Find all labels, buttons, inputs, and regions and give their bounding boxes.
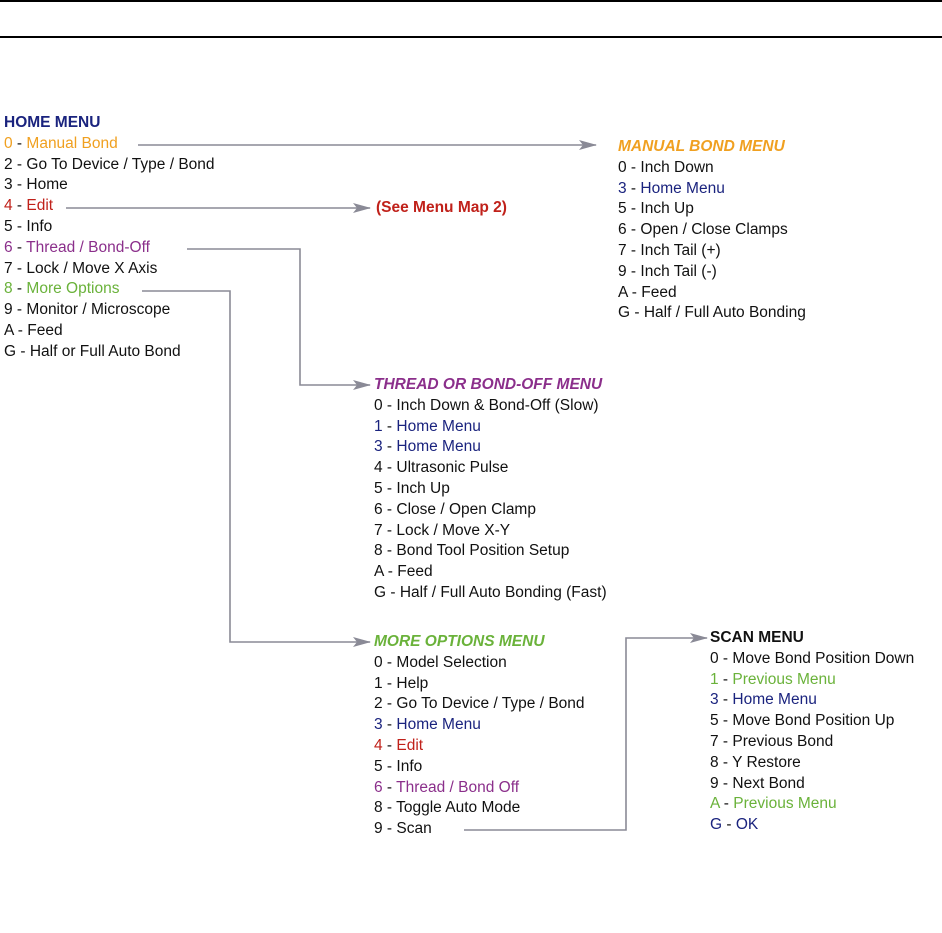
menu-item xyxy=(618,199,806,220)
menu-item-label: Move Bond Position Up xyxy=(732,712,895,730)
menu-item-key: 9 xyxy=(4,301,13,319)
menu-item-key: 2 xyxy=(374,695,383,713)
menu-item-separator: - xyxy=(382,757,397,775)
menu-item xyxy=(374,562,607,583)
see-menu-map-note: (See Menu Map 2) xyxy=(376,199,507,216)
menu-item-separator: - xyxy=(382,674,397,692)
menu-item xyxy=(4,155,215,176)
menu-item-label: Go To Device / Type / Bond xyxy=(26,155,215,173)
menu-item-label: Home Menu xyxy=(396,716,481,734)
menu-item-key: 4 xyxy=(374,736,383,754)
menu-item xyxy=(374,396,607,417)
menu-item-label: Previous Bond xyxy=(732,732,834,750)
menu-item-separator: - xyxy=(382,438,397,456)
menu-item-key: 2 xyxy=(4,155,13,173)
menu-item xyxy=(374,715,585,736)
menu-item-label: Inch Tail (-) xyxy=(640,262,717,280)
menu-item-label: Previous Menu xyxy=(733,795,837,813)
menu-item-key: 0 xyxy=(374,396,383,414)
menu-item-separator: - xyxy=(718,670,733,688)
menu-item-key: 0 xyxy=(374,653,383,671)
menu-item-key: 9 xyxy=(710,774,719,792)
menu-item xyxy=(710,774,914,795)
menu-item xyxy=(374,798,585,819)
menu-item-separator: - xyxy=(383,563,398,581)
menu-item-separator: - xyxy=(13,321,28,339)
more-options-menu xyxy=(374,632,585,840)
menu-item xyxy=(4,259,215,280)
menu-item xyxy=(618,158,806,179)
menu-item xyxy=(374,674,585,695)
menu-item-label: More Options xyxy=(26,280,120,298)
menu-item-label: Home Menu xyxy=(732,691,817,709)
menu-item xyxy=(710,649,914,670)
menu-item xyxy=(4,279,215,300)
scan-menu-title: SCAN MENU xyxy=(710,629,804,646)
menu-item xyxy=(4,321,215,342)
menu-item xyxy=(618,241,806,262)
menu-item-label: Next Bond xyxy=(732,774,805,792)
menu-item xyxy=(4,300,215,321)
menu-item-separator: - xyxy=(12,217,27,235)
menu-item-label: Half / Full Auto Bonding xyxy=(643,304,806,322)
menu-item xyxy=(374,778,585,799)
menu-item-label: Help xyxy=(396,674,429,692)
menu-item-separator: - xyxy=(626,262,641,280)
menu-item-separator: - xyxy=(718,649,733,667)
menu-item xyxy=(618,220,806,241)
manual-bond-menu xyxy=(618,137,806,324)
menu-item-key: 7 xyxy=(374,521,383,539)
menu-item-separator: - xyxy=(630,304,644,322)
menu-item-label: Edit xyxy=(26,197,54,215)
menu-item-label: OK xyxy=(735,816,759,834)
menu-item-label: Inch Tail (+) xyxy=(640,241,721,259)
menu-item-key: 4 xyxy=(374,459,383,477)
home-menu xyxy=(4,113,215,363)
menu-item-label: Inch Up xyxy=(396,479,450,497)
menu-item xyxy=(710,794,914,815)
menu-item-label: Feed xyxy=(641,283,677,301)
menu-item xyxy=(4,238,215,259)
menu-item-key: 3 xyxy=(374,716,383,734)
menu-item-label: Lock / Move X Axis xyxy=(26,259,158,277)
menu-item-separator: - xyxy=(12,238,27,256)
menu-item xyxy=(710,753,914,774)
menu-item-separator: - xyxy=(382,500,397,518)
menu-item xyxy=(4,196,215,217)
menu-item-label: Inch Down & Bond-Off (Slow) xyxy=(396,396,599,414)
menu-item-separator: - xyxy=(718,691,733,709)
menu-item-separator: - xyxy=(12,155,27,173)
menu-item-key: 6 xyxy=(618,221,627,239)
menu-item-separator: - xyxy=(718,732,733,750)
menu-item xyxy=(374,736,585,757)
menu-item-separator: - xyxy=(12,197,27,215)
menu-item-label: Home Menu xyxy=(396,438,481,456)
thread-menu xyxy=(374,375,607,604)
menu-item-key: 9 xyxy=(618,262,627,280)
menu-item-key: 5 xyxy=(710,712,719,730)
menu-item-label: Ultrasonic Pulse xyxy=(396,459,509,477)
more-options-menu-title: MORE OPTIONS MENU xyxy=(374,633,545,650)
menu-item-label: Info xyxy=(26,217,53,235)
menu-item-key: 6 xyxy=(374,778,383,796)
menu-item xyxy=(710,670,914,691)
menu-item-separator: - xyxy=(382,653,397,671)
menu-item xyxy=(4,342,215,363)
menu-item xyxy=(374,541,607,562)
menu-item-separator: - xyxy=(626,241,641,259)
menu-item-key: A xyxy=(710,795,720,813)
menu-item xyxy=(374,819,585,840)
menu-item-label: Move Bond Position Down xyxy=(732,649,915,667)
menu-item-separator: - xyxy=(626,179,641,197)
menu-item-label: Close / Open Clamp xyxy=(396,500,536,518)
menu-item xyxy=(374,757,585,778)
menu-item xyxy=(710,732,914,753)
menu-item-label: Home Menu xyxy=(640,179,725,197)
thread-menu-title: THREAD OR BOND-OFF MENU xyxy=(374,376,603,393)
menu-item-label: Bond Tool Position Setup xyxy=(396,542,570,560)
menu-item-key: A xyxy=(618,283,628,301)
menu-item-key: A xyxy=(4,321,14,339)
menu-item-separator: - xyxy=(718,753,733,771)
menu-item-separator: - xyxy=(12,134,27,152)
menu-item-separator: - xyxy=(382,778,397,796)
menu-item-key: 7 xyxy=(4,259,13,277)
menu-item-label: Half / Full Auto Bonding (Fast) xyxy=(399,583,607,601)
menu-item-label: Thread / Bond-Off xyxy=(26,238,150,256)
menu-item xyxy=(374,583,607,604)
menu-item-label: Manual Bond xyxy=(26,134,118,152)
menu-item-key: 0 xyxy=(710,649,719,667)
menu-item xyxy=(710,711,914,732)
menu-item-label: Toggle Auto Mode xyxy=(396,799,521,817)
menu-item xyxy=(374,437,607,458)
menu-item xyxy=(374,479,607,500)
menu-item-key: 1 xyxy=(374,417,383,435)
menu-item-key: 1 xyxy=(374,674,383,692)
menu-item-label: Open / Close Clamps xyxy=(640,221,788,239)
menu-item-key: 8 xyxy=(4,280,13,298)
menu-item-separator: - xyxy=(626,200,641,218)
manual-bond-menu-title: MANUAL BOND MENU xyxy=(618,138,785,155)
menu-item-key: 5 xyxy=(618,200,627,218)
menu-item-label: Half or Full Auto Bond xyxy=(29,342,181,360)
menu-item-separator: - xyxy=(12,280,27,298)
menu-item-label: Monitor / Microscope xyxy=(26,301,171,319)
menu-item-key: 5 xyxy=(374,479,383,497)
menu-item xyxy=(710,815,914,836)
menu-item-label: Inch Down xyxy=(640,158,714,176)
menu-item-label: Feed xyxy=(397,563,433,581)
menu-item-separator: - xyxy=(382,799,397,817)
menu-item xyxy=(374,653,585,674)
menu-item-key: 5 xyxy=(374,757,383,775)
menu-item xyxy=(374,694,585,715)
scan-menu xyxy=(710,628,914,836)
menu-item-key: 8 xyxy=(710,753,719,771)
menu-item-key: 0 xyxy=(4,134,13,152)
menu-item-separator: - xyxy=(382,521,397,539)
menu-item-separator: - xyxy=(16,342,30,360)
menu-item-separator: - xyxy=(12,176,27,194)
menu-item xyxy=(374,500,607,521)
menu-item-separator: - xyxy=(12,259,27,277)
menu-item-label: Model Selection xyxy=(396,653,507,671)
menu-item-label: Home xyxy=(26,176,68,194)
menu-item-key: 7 xyxy=(710,732,719,750)
menu-item xyxy=(618,283,806,304)
menu-item-separator: - xyxy=(382,417,397,435)
menu-item-key: 9 xyxy=(374,820,383,838)
menu-item-key: 3 xyxy=(618,179,627,197)
menu-item-separator: - xyxy=(386,583,400,601)
menu-item xyxy=(374,417,607,438)
menu-item-separator: - xyxy=(382,396,397,414)
menu-item-separator: - xyxy=(382,820,397,838)
menu-item-key: 0 xyxy=(618,158,627,176)
menu-item-separator: - xyxy=(382,479,397,497)
menu-item xyxy=(4,217,215,238)
menu-item-separator: - xyxy=(382,716,397,734)
menu-item-key: G xyxy=(618,304,631,322)
menu-item-key: 4 xyxy=(4,197,13,215)
menu-item-key: 5 xyxy=(4,217,13,235)
home-menu-title: HOME MENU xyxy=(4,114,101,131)
menu-item-label: Inch Up xyxy=(640,200,694,218)
menu-item-separator: - xyxy=(627,283,642,301)
menu-item-key: 8 xyxy=(374,542,383,560)
menu-item xyxy=(374,521,607,542)
menu-item-key: 6 xyxy=(4,238,13,256)
menu-item-key: 8 xyxy=(374,799,383,817)
menu-item-key: G xyxy=(4,342,17,360)
menu-item-key: 3 xyxy=(4,176,13,194)
menu-item-separator: - xyxy=(718,774,733,792)
menu-item-separator: - xyxy=(626,221,641,239)
menu-item-separator: - xyxy=(382,736,397,754)
menu-item-key: 3 xyxy=(710,691,719,709)
menu-item-label: Info xyxy=(396,757,423,775)
menu-item-label: Go To Device / Type / Bond xyxy=(396,695,585,713)
menu-item-separator: - xyxy=(718,712,733,730)
menu-item-separator: - xyxy=(12,301,27,319)
menu-item-label: Y Restore xyxy=(732,753,801,771)
menu-item xyxy=(710,690,914,711)
menu-item-key: G xyxy=(710,816,723,834)
menu-item-key: 6 xyxy=(374,500,383,518)
menu-item-separator: - xyxy=(722,816,736,834)
menu-item xyxy=(618,179,806,200)
menu-item xyxy=(618,262,806,283)
menu-item-label: Previous Menu xyxy=(732,670,836,688)
menu-item-separator: - xyxy=(382,542,397,560)
menu-item xyxy=(4,134,215,155)
menu-item-key: A xyxy=(374,563,384,581)
menu-item-label: Edit xyxy=(396,736,424,754)
menu-item-separator: - xyxy=(626,158,641,176)
menu-item xyxy=(618,303,806,324)
menu-item-key: 3 xyxy=(374,438,383,456)
menu-item-label: Lock / Move X-Y xyxy=(396,521,511,539)
menu-item-label: Thread / Bond Off xyxy=(396,778,520,796)
menu-item xyxy=(4,175,215,196)
menu-item-label: Scan xyxy=(396,820,432,838)
menu-item-key: G xyxy=(374,583,387,601)
menu-item xyxy=(374,458,607,479)
menu-item-separator: - xyxy=(382,695,397,713)
menu-item-label: Feed xyxy=(27,321,63,339)
menu-item-separator: - xyxy=(382,459,397,477)
menu-item-label: Home Menu xyxy=(396,417,481,435)
menu-item-key: 7 xyxy=(618,241,627,259)
menu-item-key: 1 xyxy=(710,670,719,688)
menu-item-separator: - xyxy=(719,795,734,813)
